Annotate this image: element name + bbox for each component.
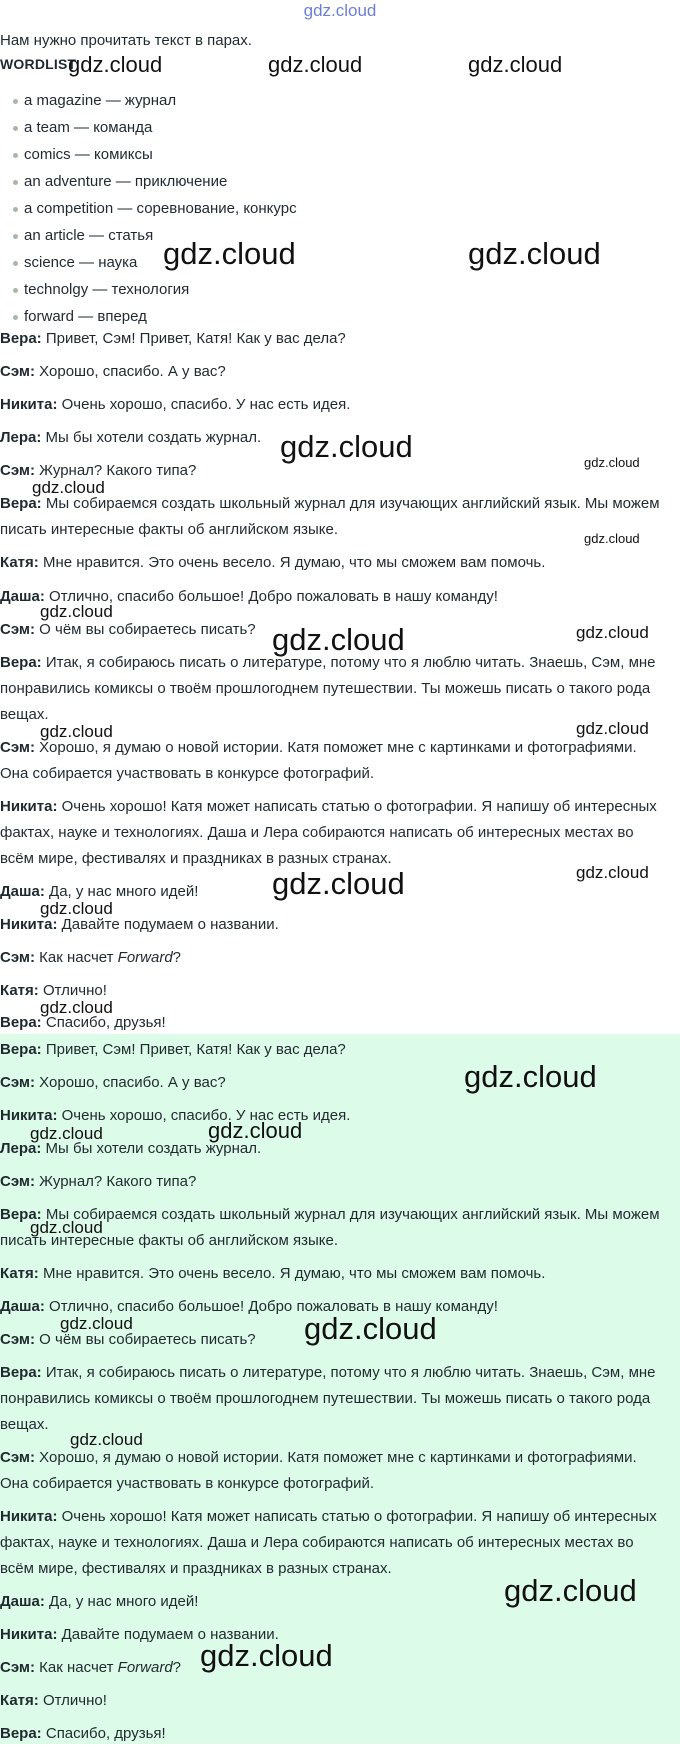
dialogue-line — [0, 1589, 665, 1615]
line-text: Журнал? Какого типа? — [35, 1173, 197, 1190]
wordlist-title: WORDLIST — [0, 56, 77, 72]
speaker-name: Сэм: — [0, 949, 36, 966]
list-item — [0, 198, 297, 225]
dialogue-line — [0, 491, 665, 543]
dialogue-line — [0, 617, 665, 643]
dialogue-line — [0, 425, 665, 451]
line-text: Отлично, спасибо большое! Добро пожаловать в нашу команду! — [44, 1298, 498, 1315]
list-item — [0, 144, 297, 171]
line-text: Давайте подумаем о названии. — [57, 1626, 279, 1643]
watermark: gdz.cloud — [280, 429, 413, 464]
line-text: Итак, я собираюсь писать о литературе, потому что я люблю читать. Знаешь, Сэм, мне понравились комиксы о твоём прошлогоднем путешествии. Ты можешь писать о такого рода вещах. — [0, 1364, 656, 1433]
dialogue-line — [0, 1504, 665, 1582]
bullet-icon — [13, 207, 18, 212]
dialogue-line — [0, 978, 665, 1004]
line-text: Очень хорошо! Катя может написать статью о фотографии. Я напишу об интересных фактах, науке и технологиях. Даша и Лера собираются написать об интересных местах во всём мире, фестивалях и праздниках в разных странах. — [0, 798, 657, 867]
speaker-name: Сэм: — [0, 1659, 36, 1676]
bullet-icon — [13, 180, 18, 185]
dialogue-line — [0, 359, 665, 385]
list-item — [0, 225, 297, 252]
speaker-name: Даша: — [0, 1298, 45, 1315]
line-text: Привет, Сэм! Привет, Катя! Как у вас дела? — [41, 330, 346, 347]
dialogue-line — [0, 945, 665, 971]
dialogue-line — [0, 1103, 665, 1129]
speaker-name: Сэм: — [0, 1074, 36, 1091]
watermark: gdz.cloud — [68, 52, 163, 77]
watermark: gdz.cloud — [304, 1311, 437, 1346]
speaker-name: Катя: — [0, 1692, 39, 1709]
line-text: Да, у нас много идей! — [44, 883, 199, 900]
speaker-name: Вера: — [0, 1014, 42, 1031]
watermark: gdz.cloud — [40, 899, 113, 918]
bullet-icon — [13, 234, 18, 239]
wordlist-entry: an adventure — приключение — [24, 173, 228, 190]
watermark: gdz.cloud — [40, 722, 113, 741]
list-item — [0, 117, 297, 144]
list-item — [0, 90, 297, 117]
speaker-name: Никита: — [0, 1626, 58, 1643]
speaker-name: Никита: — [0, 1107, 58, 1124]
watermark: gdz.cloud — [584, 455, 640, 470]
speaker-name: Лера: — [0, 1140, 42, 1157]
wordlist-entry: comics — комиксы — [24, 146, 153, 163]
dialogue-line — [0, 1721, 665, 1747]
dialogue-line — [0, 912, 665, 938]
watermark: gdz.cloud — [40, 998, 113, 1017]
watermark: gdz.cloud — [584, 531, 640, 546]
list-item — [0, 171, 297, 198]
watermark: gdz.cloud — [268, 52, 363, 77]
line-text: Хорошо, спасибо. А у вас? — [35, 1074, 226, 1091]
dialogue-line — [0, 1655, 665, 1681]
speaker-name: Сэм: — [0, 621, 36, 638]
wordlist-entry: an article — статья — [24, 227, 154, 244]
dialogue-line — [0, 1037, 665, 1063]
dialogue-line — [0, 650, 665, 728]
dialogue-line — [0, 1136, 665, 1162]
line-text: Мне нравится. Это очень весело. Я думаю, что мы сможем вам помочь. — [38, 554, 546, 571]
dialogue-line — [0, 735, 665, 787]
dialogue-line — [0, 1327, 665, 1353]
dialogue-line — [0, 1261, 665, 1287]
speaker-name: Сэм: — [0, 1331, 36, 1348]
speaker-name: Даша: — [0, 588, 45, 605]
watermark: gdz.cloud — [32, 478, 105, 497]
watermark: gdz.cloud — [464, 1059, 597, 1094]
speaker-name: Никита: — [0, 1508, 58, 1525]
line-text: Мы бы хотели создать журнал. — [41, 1140, 262, 1157]
dialogue-line — [0, 1010, 665, 1036]
bullet-icon — [13, 153, 18, 158]
speaker-name: Сэм: — [0, 462, 36, 479]
wordlist — [0, 90, 297, 333]
line-text-end: ? — [172, 1659, 182, 1676]
speaker-name: Сэм: — [0, 1173, 36, 1190]
speaker-name: Лера: — [0, 429, 42, 446]
dialogue-line — [0, 1294, 665, 1320]
dialogue-line — [0, 794, 665, 872]
line-text: Очень хорошо, спасибо. У нас есть идея. — [57, 396, 351, 413]
line-text: Итак, я собираюсь писать о литературе, потому что я люблю читать. Знаешь, Сэм, мне понравились комиксы о твоём прошлогоднем путешествии. Ты можешь писать о такого рода вещах. — [0, 654, 656, 723]
line-text-end: ? — [172, 949, 182, 966]
list-item — [0, 252, 297, 279]
wordlist-entry: a competition — соревнование, конкурс — [24, 200, 297, 217]
watermark: gdz.cloud — [30, 1218, 103, 1237]
line-text: Хорошо, я думаю о новой истории. Катя поможет мне с картинками и фотографиями. Она собирается участвовать в конкурсе фотографий. — [0, 1449, 637, 1492]
watermark: gdz.cloud — [163, 236, 296, 271]
speaker-name: Катя: — [0, 982, 39, 999]
speaker-name: Даша: — [0, 883, 45, 900]
speaker-name: Никита: — [0, 798, 58, 815]
speaker-name: Вера: — [0, 1364, 42, 1381]
watermark: gdz.cloud — [40, 602, 113, 621]
line-text: Мне нравится. Это очень весело. Я думаю, что мы сможем вам помочь. — [38, 1265, 546, 1282]
line-text: Отлично! — [38, 982, 107, 999]
dialogue-line — [0, 1070, 665, 1096]
speaker-name: Никита: — [0, 916, 58, 933]
speaker-name: Никита: — [0, 396, 58, 413]
watermark: gdz.cloud — [30, 1124, 103, 1143]
line-text: Привет, Сэм! Привет, Катя! Как у вас дела? — [41, 1041, 346, 1058]
watermark: gdz.cloud — [272, 622, 405, 657]
speaker-name: Вера: — [0, 1206, 42, 1223]
bullet-icon — [13, 315, 18, 320]
watermark: gdz.cloud — [468, 236, 601, 271]
wordlist-entry: a team — команда — [24, 119, 153, 136]
watermark: gdz.cloud — [272, 866, 405, 901]
line-text: Отлично, спасибо большое! Добро пожаловать в нашу команду! — [44, 588, 498, 605]
dialogue-line — [0, 1202, 665, 1254]
dialogue-line — [0, 392, 665, 418]
line-text: Мы бы хотели создать журнал. — [41, 429, 262, 446]
watermark: gdz.cloud — [576, 863, 649, 882]
line-text: Журнал? Какого типа? — [35, 462, 197, 479]
watermark: gdz.cloud — [576, 623, 649, 642]
wordlist-entry: a magazine — журнал — [24, 92, 177, 109]
line-text: Отлично! — [38, 1692, 107, 1709]
dialogue-line — [0, 1169, 665, 1195]
watermark: gdz.cloud — [70, 1430, 143, 1449]
watermark: gdz.cloud — [576, 719, 649, 738]
line-text: Да, у нас много идей! — [44, 1593, 199, 1610]
line-text: Спасибо, друзья! — [41, 1014, 166, 1031]
watermark: gdz.cloud — [60, 1314, 133, 1333]
speaker-name: Вера: — [0, 654, 42, 671]
speaker-name: Катя: — [0, 554, 39, 571]
speaker-name: Вера: — [0, 1725, 42, 1742]
line-text: О чём вы собираетесь писать? — [35, 621, 256, 638]
line-text: Хорошо, спасибо. А у вас? — [35, 363, 226, 380]
dialogue-line — [0, 584, 665, 610]
dialogue-line — [0, 326, 665, 352]
speaker-name: Сэм: — [0, 1449, 36, 1466]
bullet-icon — [13, 288, 18, 293]
bullet-icon — [13, 126, 18, 131]
line-text: Давайте подумаем о названии. — [57, 916, 279, 933]
dialogue-line — [0, 458, 665, 484]
magazine-title: Forward — [117, 1659, 173, 1676]
line-text: Очень хорошо, спасибо. У нас есть идея. — [57, 1107, 351, 1124]
bullet-icon — [13, 99, 18, 104]
line-text: Спасибо, друзья! — [41, 1725, 166, 1742]
wordlist-entry: forward — вперед — [24, 308, 147, 325]
magazine-title: Forward — [117, 949, 173, 966]
line-text: Как насчет — [35, 1659, 118, 1676]
answer-section — [0, 1034, 680, 1744]
watermark: gdz.cloud — [208, 1118, 303, 1143]
line-text: Очень хорошо! Катя может написать статью о фотографии. Я напишу об интересных фактах, науке и технологиях. Даша и Лера собираются написать об интересных местах во всём мире, фестивалях и праздниках в разных странах. — [0, 1508, 657, 1577]
dialogue-line — [0, 1622, 665, 1648]
line-text: О чём вы собираетесь писать? — [35, 1331, 256, 1348]
speaker-name: Вера: — [0, 495, 42, 512]
dialogue-line — [0, 550, 665, 576]
speaker-name: Вера: — [0, 330, 42, 347]
dialogue-line — [0, 1360, 665, 1438]
dialogue-line — [0, 879, 665, 905]
line-text: Как насчет — [35, 949, 118, 966]
watermark: gdz.cloud — [504, 1573, 637, 1608]
list-item — [0, 279, 297, 306]
speaker-name: Даша: — [0, 1593, 45, 1610]
task-instruction: Нам нужно прочитать текст в парах. — [0, 32, 252, 49]
bullet-icon — [13, 261, 18, 266]
speaker-name: Сэм: — [0, 739, 36, 756]
line-text: Мы собираемся создать школьный журнал для изучающих английский язык. Мы можем писать интересные факты об английском языке. — [0, 1206, 660, 1249]
watermark: gdz.cloud — [200, 1638, 333, 1673]
line-text: Мы собираемся создать школьный журнал для изучающих английский язык. Мы можем писать интересные факты об английском языке. — [0, 495, 660, 538]
watermark: gdz.cloud — [468, 52, 563, 77]
dialogue-line — [0, 1445, 665, 1497]
wordlist-entry: technolgy — технология — [24, 281, 190, 298]
site-logo[interactable]: gdz.cloud — [303, 1, 377, 20]
wordlist-entry: science — наука — [24, 254, 138, 271]
speaker-name: Вера: — [0, 1041, 42, 1058]
speaker-name: Сэм: — [0, 363, 36, 380]
speaker-name: Катя: — [0, 1265, 39, 1282]
dialogue-line — [0, 1688, 665, 1714]
line-text: Хорошо, я думаю о новой истории. Катя поможет мне с картинками и фотографиями. Она собирается участвовать в конкурсе фотографий. — [0, 739, 637, 782]
